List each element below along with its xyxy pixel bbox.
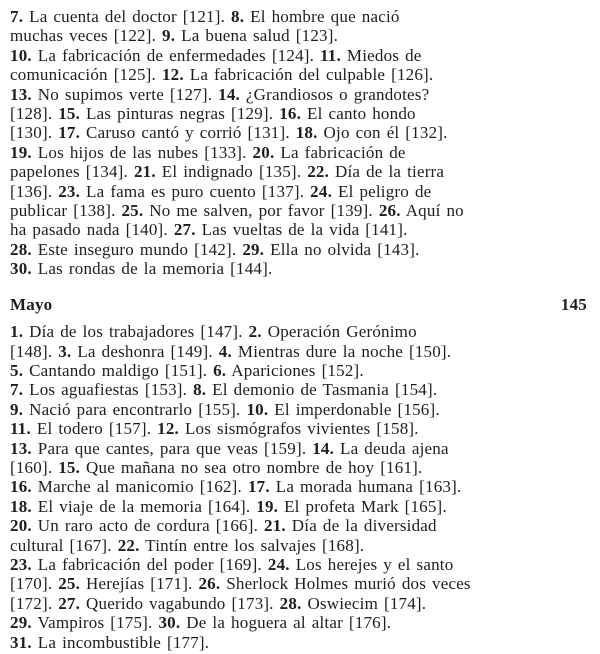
- text-line: 1. Día de los trabajadores [147]. 2. Operación Gerónimo: [10, 322, 417, 342]
- section-page-number: 145: [560, 294, 587, 314]
- toc-block-april: [10, 7, 590, 279]
- text-line: [172]. 27. Querido vagabundo [173]. 28. Oswiecim [174].: [10, 593, 427, 613]
- text-line: 31. La incombustible [177].: [10, 632, 210, 652]
- text-line: 20. Un raro acto de cordura [166]. 21. Día de la diversidad: [10, 516, 437, 536]
- text-line: 19. Los hijos de las nubes [133]. 20. La fabricación de: [10, 142, 406, 162]
- toc-block-mayo: [10, 322, 590, 652]
- text-line: 18. El viaje de la memoria [164]. 19. El profeta Mark [165].: [10, 496, 447, 516]
- text-line: [170]. 25. Herejías [171]. 26. Sherlock Holmes murió dos veces: [10, 574, 471, 594]
- text-line: publicar [138]. 25. No me salven, por favor [139]. 26. Aquí no: [10, 201, 464, 221]
- text-line: [128]. 15. Las pinturas negras [129]. 16. El canto hondo: [10, 104, 416, 124]
- text-line: [130]. 17. Caruso cantó y corrió [131]. 18. Ojo con él [132].: [10, 123, 448, 143]
- text-line: 9. Nació para encontrarlo [155]. 10. El imperdonable [156].: [10, 399, 440, 419]
- section-heading-row: [10, 295, 587, 314]
- text-line: [148]. 3. La deshonra [149]. 4. Mientras dure la noche [150].: [10, 341, 452, 361]
- text-line: 7. Los aguafiestas [153]. 8. El demonio de Tasmania [154].: [10, 380, 438, 400]
- text-line: 23. La fabricación del poder [169]. 24. Los herejes y el santo: [10, 554, 454, 574]
- text-line: 16. Marche al manicomio [162]. 17. La morada humana [163].: [10, 477, 462, 497]
- text-line: [160]. 15. Que mañana no sea otro nombre de hoy [161].: [10, 457, 423, 477]
- text-line: 11. El todero [157]. 12. Los sismógrafos vivientes [158].: [10, 419, 419, 439]
- text-line: 30. Las rondas de la memoria [144].: [10, 259, 273, 279]
- text-line: 29. Vampiros [175]. 30. De la hoguera al altar [176].: [10, 613, 392, 633]
- section-title: Mayo: [10, 294, 53, 314]
- text-line: papelones [134]. 21. El indignado [135]. 22. Día de la tierra: [10, 162, 445, 182]
- text-line: 10. La fabricación de enfermedades [124]. 11. Miedos de: [10, 45, 422, 65]
- text-line: cultural [167]. 22. Tintín entre los salvajes [168].: [10, 535, 365, 555]
- text-line: 13. Para que cantes, para que veas [159]. 14. La deuda ajena: [10, 438, 449, 458]
- text-line: 28. Este inseguro mundo [142]. 29. Ella no olvida [143].: [10, 239, 420, 259]
- text-line: [136]. 23. La fama es puro cuento [137]. 24. El peligro de: [10, 181, 432, 201]
- text-line: 5. Cantando maldigo [151]. 6. Apariciones [152].: [10, 360, 364, 380]
- text-line: 13. No supimos verte [127]. 14. ¿Grandiosos o grandotes?: [10, 84, 430, 104]
- text-line: ha pasado nada [140]. 27. Las vueltas de la vida [141].: [10, 220, 408, 240]
- text-line: 7. La cuenta del doctor [121]. 8. El hombre que nació: [10, 7, 400, 26]
- text-line: comunicación [125]. 12. La fabricación del culpable [126].: [10, 65, 434, 85]
- text-line: muchas veces [122]. 9. La buena salud [123].: [10, 26, 339, 46]
